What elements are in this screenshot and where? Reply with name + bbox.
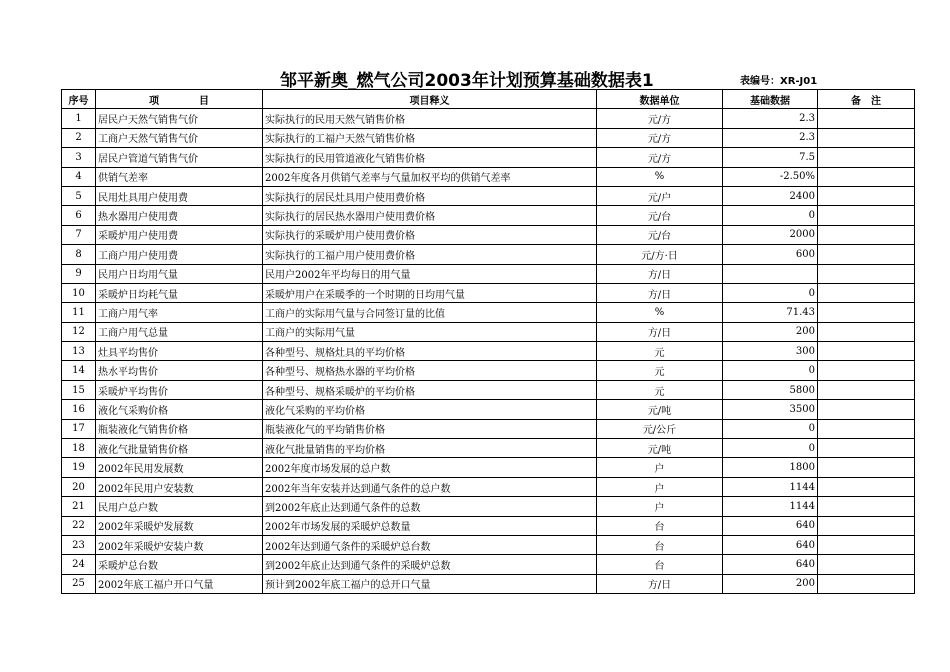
cell-note [818,477,915,496]
cell-note [818,555,915,574]
table-row [62,497,915,516]
cell-unit: 户 [597,497,723,516]
cell-note [818,322,915,341]
cell-desc: 到2002年底止达到通气条件的采暖炉总数 [263,555,597,574]
cell-unit: 方/日 [597,322,723,341]
table-row [62,186,915,205]
cell-note [818,516,915,535]
table-row [62,148,915,167]
cell-unit: 户 [597,477,723,496]
cell-note [818,283,915,302]
cell-no: 17 [62,419,96,438]
table-row [62,477,915,496]
table-row [62,245,915,264]
cell-no: 25 [62,574,96,593]
header-note: 备 注 [818,90,915,109]
cell-unit: % [597,303,723,322]
table-row [62,303,915,322]
page-title: 邹平新奥_燃气公司2003年计划预算基础数据表1 [280,71,654,91]
cell-unit: 元/吨 [597,400,723,419]
cell-no: 14 [62,361,96,380]
cell-unit: 元/吨 [597,439,723,458]
cell-desc: 各种型号、规格采暖炉的平均价格 [263,380,597,399]
cell-note [818,342,915,361]
cell-value: 2400 [723,186,818,205]
cell-note [818,109,915,128]
cell-desc: 各种型号、规格热水器的平均价格 [263,361,597,380]
cell-no: 11 [62,303,96,322]
cell-no: 8 [62,245,96,264]
cell-no: 6 [62,206,96,225]
cell-value: 0 [723,419,818,438]
cell-desc: 实际执行的工福户用户使用费价格 [263,245,597,264]
cell-unit: 方/日 [597,574,723,593]
cell-no: 7 [62,225,96,244]
table-row [62,128,915,147]
table-row [62,206,915,225]
header-row [62,90,915,109]
cell-note [818,167,915,186]
cell-note [818,439,915,458]
cell-desc: 实际执行的工福户天然气销售价格 [263,128,597,147]
cell-item: 供销气差率 [96,167,263,186]
cell-note [818,380,915,399]
cell-no: 10 [62,283,96,302]
cell-value: 1144 [723,477,818,496]
header-value: 基础数据 [723,90,818,109]
cell-value: 1800 [723,458,818,477]
cell-unit: 元/方 [597,109,723,128]
cell-item: 工商户用户使用费 [96,245,263,264]
table-row [62,380,915,399]
cell-item: 2002年底工福户开口气量 [96,574,263,593]
cell-no: 24 [62,555,96,574]
table-row [62,225,915,244]
cell-desc: 实际执行的民用管道液化气销售价格 [263,148,597,167]
table-row [62,283,915,302]
cell-value: -2.50% [723,167,818,186]
cell-item: 采暖炉平均售价 [96,380,263,399]
cell-desc: 实际执行的采暖炉用户使用费价格 [263,225,597,244]
cell-note [818,264,915,283]
cell-value: 0 [723,361,818,380]
cell-no: 21 [62,497,96,516]
header-desc: 项目释义 [263,90,597,109]
cell-value: 640 [723,535,818,554]
cell-desc: 2002年度各月供销气差率与气量加权平均的供销气差率 [263,167,597,186]
table-row [62,555,915,574]
form-number: 表编号：XR-J01 [740,76,818,87]
cell-note [818,303,915,322]
cell-item: 采暖炉总台数 [96,555,263,574]
cell-desc: 2002年当年安装并达到通气条件的总户数 [263,477,597,496]
cell-unit: 元/公斤 [597,419,723,438]
cell-no: 12 [62,322,96,341]
cell-desc: 采暖炉用户在采暖季的一个时期的日均用气量 [263,283,597,302]
cell-note [818,148,915,167]
cell-unit: 元/方 [597,148,723,167]
cell-note [818,458,915,477]
cell-item: 工商户天然气销售气价 [96,128,263,147]
cell-value: 7.5 [723,148,818,167]
cell-unit: % [597,167,723,186]
cell-value: 300 [723,342,818,361]
cell-value: 200 [723,574,818,593]
cell-item: 2002年采暖炉安装户数 [96,535,263,554]
cell-no: 2 [62,128,96,147]
cell-value: 3500 [723,400,818,419]
cell-desc: 实际执行的居民灶具用户使用费价格 [263,186,597,205]
cell-desc: 2002年达到通气条件的采暖炉总台数 [263,535,597,554]
cell-desc: 各种型号、规格灶具的平均价格 [263,342,597,361]
cell-unit: 台 [597,555,723,574]
cell-value: 71.43 [723,303,818,322]
cell-no: 18 [62,439,96,458]
cell-item: 2002年民用发展数 [96,458,263,477]
cell-item: 居民户管道气销售气价 [96,148,263,167]
cell-note [818,497,915,516]
cell-item: 瓶装液化气销售价格 [96,419,263,438]
table-row [62,439,915,458]
cell-desc: 液化气采购的平均价格 [263,400,597,419]
cell-item: 工商户用气总量 [96,322,263,341]
cell-unit: 方/日 [597,264,723,283]
cell-no: 9 [62,264,96,283]
cell-value: 2.3 [723,109,818,128]
cell-desc: 液化气批量销售的平均价格 [263,439,597,458]
table-row [62,167,915,186]
cell-item: 采暖炉日均耗气量 [96,283,263,302]
cell-no: 4 [62,167,96,186]
cell-note [818,361,915,380]
cell-no: 15 [62,380,96,399]
cell-desc: 工商户的实际用气量与合同签订量的比值 [263,303,597,322]
table-row [62,400,915,419]
cell-no: 19 [62,458,96,477]
table-row [62,361,915,380]
cell-no: 1 [62,109,96,128]
table-row [62,419,915,438]
cell-unit: 元 [597,342,723,361]
table-row [62,342,915,361]
cell-desc: 民用户2002年平均每日的用气量 [263,264,597,283]
table-row [62,264,915,283]
cell-value: 1144 [723,497,818,516]
cell-value: 200 [723,322,818,341]
cell-item: 2002年民用户安装数 [96,477,263,496]
cell-note [818,400,915,419]
table-body [62,109,915,594]
cell-item: 采暖炉用户使用费 [96,225,263,244]
cell-unit: 元/方·日 [597,245,723,264]
cell-value: 0 [723,439,818,458]
cell-unit: 台 [597,516,723,535]
table-row [62,574,915,593]
table-row [62,516,915,535]
cell-value [723,264,818,283]
cell-item: 热水器用户使用费 [96,206,263,225]
cell-note [818,245,915,264]
cell-desc: 瓶装液化气的平均销售价格 [263,419,597,438]
cell-unit: 元/方 [597,128,723,147]
cell-no: 5 [62,186,96,205]
cell-no: 23 [62,535,96,554]
cell-desc: 2002年度市场发展的总户数 [263,458,597,477]
cell-value: 600 [723,245,818,264]
cell-note [818,186,915,205]
cell-item: 居民户天然气销售气价 [96,109,263,128]
cell-no: 3 [62,148,96,167]
cell-unit: 元 [597,380,723,399]
cell-desc: 实际执行的民用天然气销售价格 [263,109,597,128]
cell-item: 热水平均售价 [96,361,263,380]
data-table [61,89,915,594]
cell-item: 民用灶具用户使用费 [96,186,263,205]
table-row [62,109,915,128]
cell-note [818,128,915,147]
cell-note [818,419,915,438]
cell-unit: 台 [597,535,723,554]
cell-value: 2000 [723,225,818,244]
cell-desc: 到2002年底止达到通气条件的总数 [263,497,597,516]
cell-unit: 户 [597,458,723,477]
cell-note [818,535,915,554]
cell-no: 20 [62,477,96,496]
cell-item: 液化气批量销售价格 [96,439,263,458]
cell-desc: 工商户的实际用气量 [263,322,597,341]
cell-note [818,574,915,593]
cell-item: 工商户用气率 [96,303,263,322]
cell-item: 民用户总户数 [96,497,263,516]
table-row [62,458,915,477]
cell-desc: 实际执行的居民热水器用户使用费价格 [263,206,597,225]
cell-unit: 元/台 [597,225,723,244]
cell-desc: 预计到2002年底工福户的总开口气量 [263,574,597,593]
cell-value: 2.3 [723,128,818,147]
table-row [62,322,915,341]
cell-note [818,206,915,225]
cell-item: 灶具平均售价 [96,342,263,361]
cell-desc: 2002年市场发展的采暖炉总数量 [263,516,597,535]
cell-item: 民用户日均用气量 [96,264,263,283]
cell-no: 13 [62,342,96,361]
cell-value: 640 [723,516,818,535]
header-unit: 数据单位 [597,90,723,109]
cell-no: 16 [62,400,96,419]
table-row [62,535,915,554]
cell-item: 2002年采暖炉发展数 [96,516,263,535]
cell-unit: 元/台 [597,206,723,225]
header-no: 序号 [62,90,96,109]
cell-value: 5800 [723,380,818,399]
cell-unit: 元 [597,361,723,380]
cell-item: 液化气采购价格 [96,400,263,419]
cell-value: 0 [723,206,818,225]
cell-value: 640 [723,555,818,574]
cell-unit: 元/户 [597,186,723,205]
cell-note [818,225,915,244]
cell-value: 0 [723,283,818,302]
cell-unit: 方/日 [597,283,723,302]
header-item: 项 目 [96,90,263,109]
cell-no: 22 [62,516,96,535]
